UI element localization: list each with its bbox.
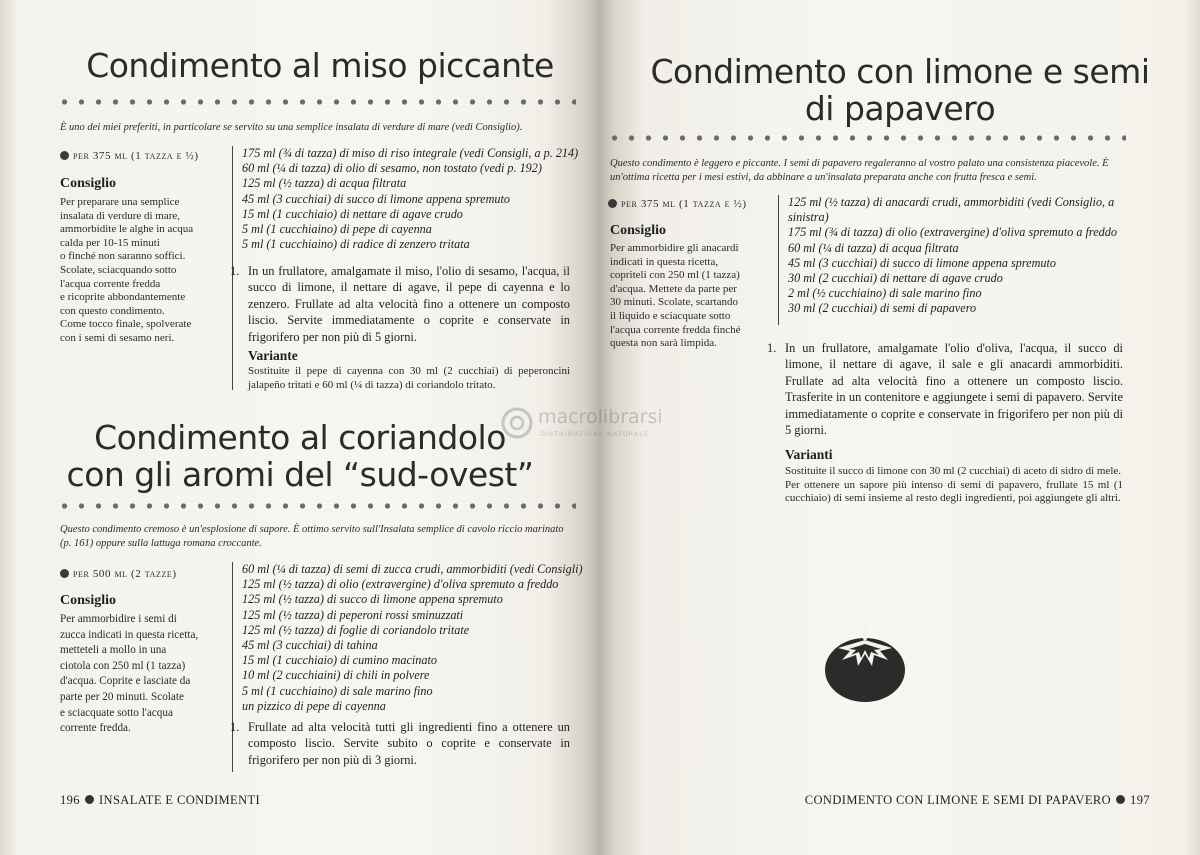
dot-icon (85, 795, 94, 804)
tip-title: Consiglio (610, 223, 667, 238)
step-number: 1. (767, 341, 777, 355)
dotted-divider (56, 98, 576, 106)
ingredient-item: 60 ml (¼ di tazza) di acqua filtrata (788, 240, 959, 255)
watermark-subtext: DISTRIBUZIONE NATURALE (540, 430, 650, 438)
page-number: 196 (60, 793, 80, 807)
ingredient-item: 30 ml (2 cucchiai) di nettare di agave crudo (788, 271, 1003, 286)
ingredient-item: 125 ml (½ tazza) di succo di limone appena spremuto (242, 592, 503, 607)
ingredient-item: 125 ml (½ tazza) di olio (extravergine) d'oliva spremuto a freddo (242, 577, 559, 592)
ingredient-item: 60 ml (¼ di tazza) di olio di sesamo, non tostato (vedi p. 192) (242, 161, 542, 176)
ingredient-item: 2 ml (½ cucchiaino) di sale marino fino (788, 286, 982, 301)
tomato-icon (820, 624, 910, 704)
ingredient-item: 15 ml (1 cucchiaio) di cumino macinato (242, 653, 437, 668)
method-step (767, 340, 1123, 438)
dot-icon (60, 151, 69, 160)
serving-size (608, 198, 747, 210)
ingredient-item: 175 ml (¾ di tazza) di olio (extravergine) d'oliva spremuto a freddo (788, 225, 1117, 240)
method-step (230, 719, 570, 768)
ingredient-item: 30 ml (2 cucchiai) di semi di papavero (788, 301, 977, 316)
section-name: INSALATE E CONDIMENTI (98, 793, 261, 807)
ingredient-item: 10 ml (2 cucchiaini) di chili in polvere (242, 668, 430, 683)
recipe-title-coriandolo: Condimento al coriandolo con gli aromi del “sud-ovest” (66, 418, 534, 494)
ingredient-item: 60 ml (¼ di tazza) di semi di zucca crudi, ammorbiditi (vedi Consigli) (242, 562, 583, 576)
watermark-logo-icon (500, 406, 534, 440)
ingredient-item: 45 ml (3 cucchiai) di tahina (242, 638, 378, 653)
dotted-divider (56, 502, 576, 510)
watermark (500, 404, 730, 444)
dot-icon (60, 569, 69, 578)
step-number: 1. (230, 264, 240, 278)
recipe-intro: È uno dei miei preferiti, in particolare se servito su una semplice insalata di verdure di mare (vedi Consiglio). (60, 122, 523, 133)
method-step (230, 263, 570, 345)
step-text: In un frullatore, amalgamate l'olio d'oliva, l'acqua, il succo di limone, il nettare di agave, il sale e gli anacardi ammorbiditi. Frullate ad alta velocità fino a ottenere un composto liscio. Trasferite in un contenitore e aggiungete i semi di papavero. Servite immediatamente o coprite e conservate in frigorifero per non più di 5 giorni. (785, 341, 1123, 438)
tip-text: Per ammorbidire i semi di zucca indicati in questa ricetta, metteteli a mollo in una ciotola con 250 ml (1 tazza) d'acqua. Coprite e lasciate da parte per 20 minuti. Scolate e sciacquate sotto l'acqua corrente fredda. (60, 613, 199, 735)
recipe-title-miso: Condimento al miso piccante (86, 46, 554, 85)
variant-text: Sostituite il succo di limone con 30 ml (2 cucchiai) di aceto di sidro di mele. Per ottenere un sapore più intenso di semi di papavero, frullate 15 ml (1 cucchiaio) di semi insieme al resto degli ingredienti, poi aggiungete gli altri. (785, 465, 1123, 505)
ingredient-item: 5 ml (1 cucchiaino) di sale marino fino (242, 683, 433, 698)
tip-text: Per ammorbidire gli anacardi indicati in questa ricetta, copriteli con 250 ml (1 tazza) d'acqua. Mettete da parte per 30 minuti. Scolate, scartando il liquido e sciacquate sotto l'acqua corrente fredda finché questa non sarà limpida. (610, 242, 741, 350)
ingredient-item: 5 ml (1 cucchiaino) di pepe di cayenna (242, 222, 432, 237)
variant-title: Variante (248, 348, 298, 363)
step-number: 1. (230, 720, 240, 734)
ingredient-item: 125 ml (½ tazza) di foglie di coriandolo tritate (242, 622, 470, 637)
ingredient-item: 45 ml (3 cucchiai) di succo di limone appena spremuto (242, 191, 510, 206)
step-text: In un frullatore, amalgamate il miso, l'olio di sesamo, l'acqua, il succo di limone, il nettare di agave, il pepe di cayenna e lo zenzero. Frullate ad alta velocità fino a ottenere un composto liscio. Servite immediatamente o coprite e conservate in frigorifero per non più di 5 giorni. (248, 264, 570, 344)
ingredient-list (778, 195, 1138, 325)
variant-text: Sostituite il pepe di cayenna con 30 ml (2 cucchiai) di peperoncini jalapeño tritati e 60 ml (¼ di tazza) di coriandolo tritato. (248, 365, 570, 391)
page-number: 197 (1130, 793, 1150, 807)
serving-label: per 375 ml (1 tazza e ½) (621, 198, 747, 210)
ingredient-item: 45 ml (3 cucchiai) di succo di limone appena spremuto (788, 255, 1056, 270)
serving-label: per 500 ml (2 tazze) (73, 568, 177, 580)
ingredient-item: 125 ml (½ tazza) di peperoni rossi sminuzzati (242, 607, 464, 622)
serving-size (60, 568, 177, 580)
tip-title: Consiglio (60, 176, 117, 191)
step-text: Frullate ad alta velocità tutti gli ingredienti fino a ottenere un composto liscio. Servite subito o coprite e conservate in frigorifero per non più di 3 giorni. (248, 720, 570, 767)
ingredient-item: 15 ml (1 cucchiaio) di nettare di agave crudo (242, 206, 463, 221)
dot-icon (608, 199, 617, 208)
watermark-text: macrolibrarsi (538, 406, 663, 428)
recipe-intro: Questo condimento cremoso è un'esplosione di sapore. È ottimo servito sull'Insalata semplice di cavolo riccio marinato (p. 161) oppure sulla lattuga romana croccante. (60, 524, 564, 549)
serving-size (60, 150, 199, 162)
ingredient-item: 125 ml (½ tazza) di anacardi crudi, ammorbiditi (vedi Consiglio, a sinistra) (788, 195, 1115, 225)
ingredient-item: 175 ml (¾ di tazza) di miso di riso integrale (vedi Consigli, a p. 214) (242, 146, 579, 160)
ingredient-item: 5 ml (1 cucchiaino) di radice di zenzero tritata (242, 237, 470, 252)
tip-text: Per preparare una semplice insalata di verdure di mare, ammorbidite le alghe in acqua calda per 10-15 minuti o finché non saranno soffici. Scolate, sciacquando sotto l'acqua corrente fredda e ricoprite abbondantemente con questo condimento. Come tocco finale, spolverate con i semi di sesamo neri. (60, 196, 194, 344)
page-footer (60, 793, 260, 808)
tip-title: Consiglio (60, 593, 117, 608)
variant-title: Varianti (785, 447, 833, 462)
recipe-title-limone: Condimento con limone e semi di papavero (650, 52, 1150, 128)
ingredient-item: un pizzico di pepe di cayenna (242, 698, 386, 713)
ingredient-item: 125 ml (½ tazza) di acqua filtrata (242, 176, 407, 191)
serving-label: per 375 ml (1 tazza e ½) (73, 150, 199, 162)
section-name: CONDIMENTO CON LIMONE E SEMI DI PAPAVERO (804, 793, 1112, 807)
dot-icon (1116, 795, 1125, 804)
recipe-intro: Questo condimento è leggero e piccante. I semi di papavero regaleranno al vostro palato una consistenza piacevole. È un'ottima ricetta per i mesi estivi, da abbinare a un'insalata preparata anche con frutta fresca e semi. (610, 158, 1109, 183)
dotted-divider (606, 134, 1126, 142)
page-footer (805, 793, 1150, 808)
